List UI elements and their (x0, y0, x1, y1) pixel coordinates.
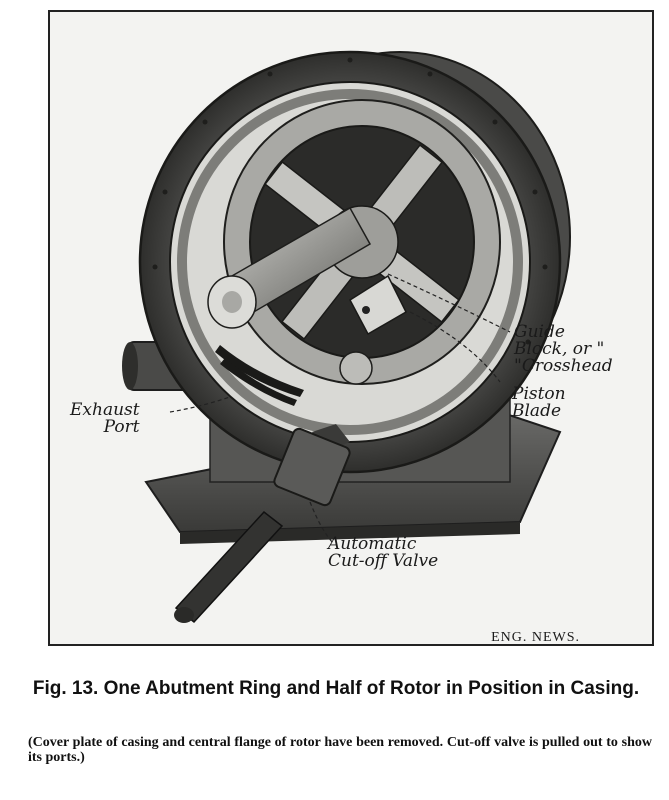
label-guide-block: Guide Block, or " "Crosshead (514, 322, 613, 376)
label-piston-blade: Piston Blade (512, 384, 566, 421)
label-cutoff-valve: Automatic Cut-off Valve (328, 534, 439, 571)
publisher-credit: ENG. NEWS. (491, 630, 580, 645)
figure-note: (Cover plate of casing and central flange of rotor have been removed. Cut-off valve is pulled out to show its ports.) (28, 735, 652, 765)
engraving-figure (48, 10, 654, 646)
valve-plug (340, 352, 372, 384)
label-exhaust-port: Exhaust Port (70, 400, 140, 437)
figure-caption: Fig. 13. One Abutment Ring and Half of Rotor in Position in Casing. (32, 678, 640, 699)
